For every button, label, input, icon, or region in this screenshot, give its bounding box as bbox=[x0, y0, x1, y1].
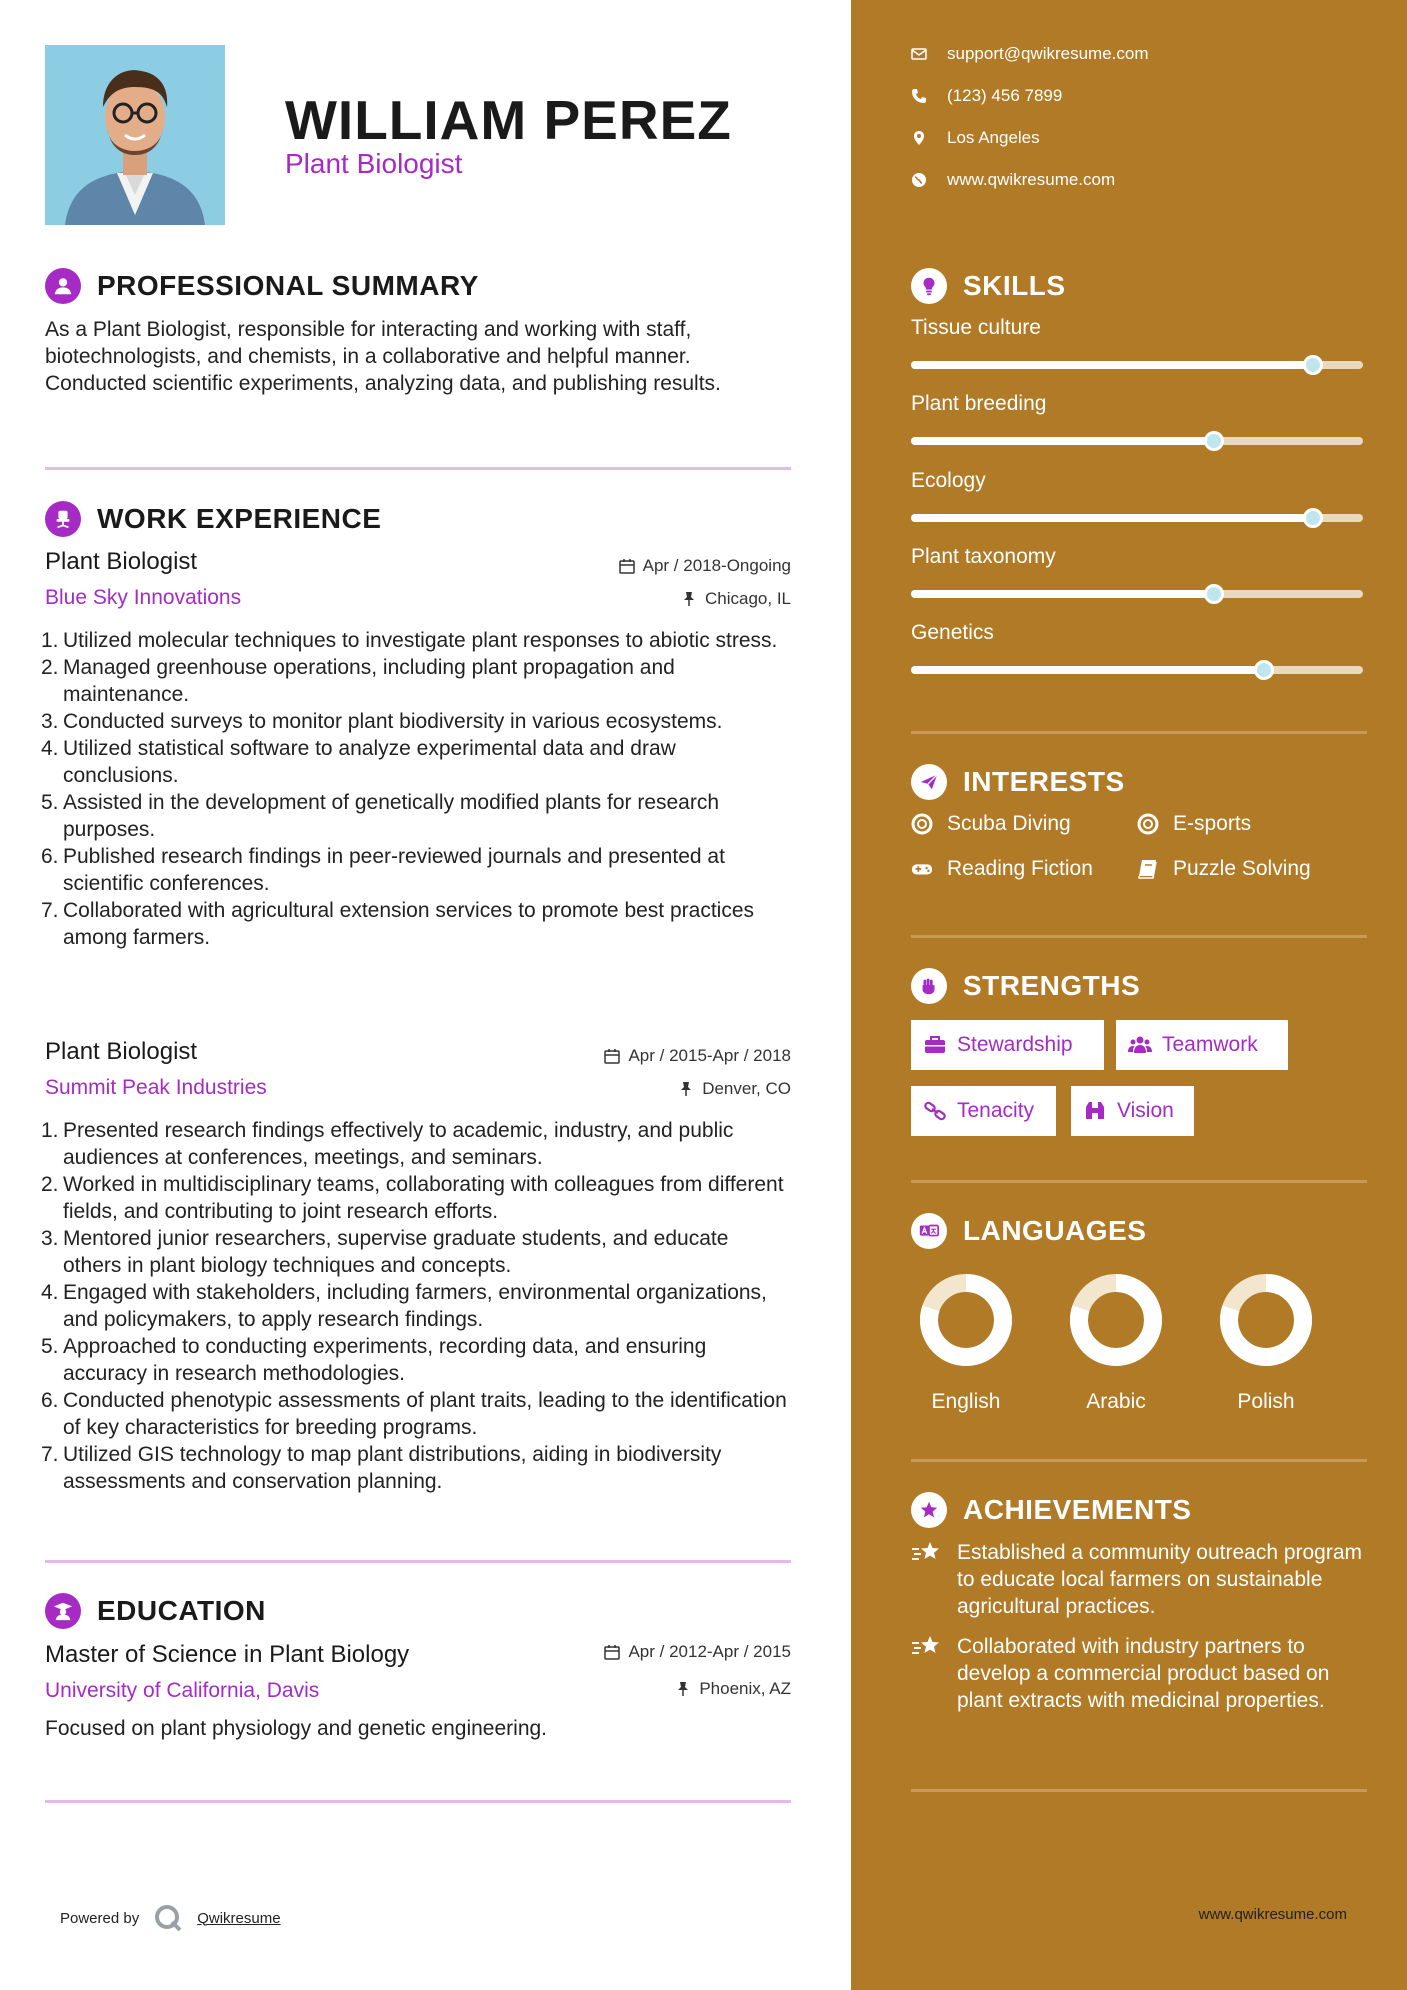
education-school: University of California, Davis bbox=[45, 1679, 320, 1702]
education-dates-text: Apr / 2012-Apr / 2015 bbox=[628, 1642, 791, 1661]
shooting-star-icon bbox=[911, 1539, 943, 1567]
job-2-dates bbox=[604, 1046, 791, 1066]
achievement-item: Collaborated with industry partners to develop a commercial product based on plant extracts with medicinal properties. bbox=[911, 1633, 1371, 1714]
strength-badge: Vision bbox=[1071, 1086, 1194, 1136]
education-heading: EDUCATION bbox=[97, 1595, 266, 1626]
briefcase-icon bbox=[923, 1033, 947, 1057]
contact-email-text: support@qwikresume.com bbox=[947, 44, 1149, 63]
summary-heading-row bbox=[45, 268, 479, 304]
summary-heading: PROFESSIONAL SUMMARY bbox=[97, 270, 479, 301]
interest-item: Puzzle Solving bbox=[1137, 857, 1311, 881]
job-2-location bbox=[678, 1079, 791, 1099]
education-description: Focused on plant physiology and genetic engineering. bbox=[45, 1717, 548, 1740]
life-ring-icon bbox=[911, 813, 933, 835]
contact-website-text[interactable]: www.qwikresume.com bbox=[947, 170, 1116, 189]
education-location-text: Phoenix, AZ bbox=[699, 1679, 791, 1698]
gamepad-icon bbox=[911, 858, 933, 880]
strengths-heading: STRENGTHS bbox=[963, 970, 1141, 1001]
skill-fill bbox=[911, 666, 1264, 674]
globe-icon bbox=[911, 172, 927, 188]
list-item: 6. Conducted phenotypic assessments of plant traits, leading to the identification of key characteristics for breeding programs. bbox=[41, 1389, 787, 1439]
language-ring bbox=[911, 1265, 1021, 1375]
list-item: 2. Worked in multidisciplinary teams, collaborating with colleagues from different fields, and contributing to joint research efforts. bbox=[41, 1173, 784, 1223]
strength-badge: Tenacity bbox=[911, 1086, 1056, 1136]
job-2-duties bbox=[41, 1117, 791, 1495]
language-item bbox=[911, 1265, 1021, 1413]
job-1-duties bbox=[41, 627, 791, 951]
achievement-item: Established a community outreach program to educate local farmers on sustainable agricultural practices. bbox=[911, 1539, 1371, 1620]
job-1-location-text: Chicago, IL bbox=[705, 589, 791, 608]
skill-fill bbox=[911, 437, 1214, 445]
skill-knob bbox=[1303, 508, 1323, 528]
life-ring-icon bbox=[1137, 813, 1159, 835]
achievements-heading: ACHIEVEMENTS bbox=[963, 1494, 1192, 1525]
skill-knob bbox=[1204, 431, 1224, 451]
language-item bbox=[1061, 1265, 1171, 1413]
skill-label: Plant breeding bbox=[911, 392, 1047, 415]
pin-icon bbox=[678, 1081, 694, 1097]
skill-label: Genetics bbox=[911, 621, 994, 644]
list-item: 5. Approached to conducting experiments, recording data, and ensuring accuracy in research methodologies. bbox=[41, 1335, 707, 1385]
language-ring bbox=[1211, 1265, 1321, 1375]
achievements-divider bbox=[911, 1789, 1367, 1792]
list-item: 3. Mentored junior researchers, supervise graduate students, and educate others in plant biology techniques and concepts. bbox=[41, 1227, 729, 1277]
sidebar bbox=[851, 0, 1407, 1990]
job-1-dates-text: Apr / 2018-Ongoing bbox=[642, 556, 791, 575]
skill-fill bbox=[911, 514, 1313, 522]
language-item bbox=[1211, 1265, 1321, 1413]
list-item: 3. Conducted surveys to monitor plant biodiversity in various ecosystems. bbox=[41, 710, 723, 733]
language-label: Polish bbox=[1237, 1390, 1295, 1413]
skill-bar bbox=[911, 437, 1363, 445]
experience-heading-row bbox=[45, 501, 381, 537]
skill-label: Ecology bbox=[911, 469, 986, 492]
education-divider bbox=[45, 1800, 791, 1803]
list-item: 5. Assisted in the development of genetically modified plants for research purposes. bbox=[41, 791, 720, 841]
job-1-company: Blue Sky Innovations bbox=[45, 586, 242, 609]
interests-divider bbox=[911, 935, 1367, 938]
list-item: 7. Collaborated with agricultural extension services to promote best practices among farmers. bbox=[41, 899, 755, 949]
skills-heading-row bbox=[911, 268, 1066, 304]
phone-icon bbox=[911, 88, 927, 104]
language-ring bbox=[1061, 1265, 1171, 1375]
job-2-location-text: Denver, CO bbox=[702, 1079, 791, 1098]
envelope-icon bbox=[911, 46, 927, 62]
calendar-icon bbox=[619, 558, 635, 574]
skills-divider bbox=[911, 731, 1367, 734]
strengths-divider bbox=[911, 1180, 1367, 1183]
calendar-icon bbox=[604, 1048, 620, 1064]
qwikresume-link[interactable]: Qwikresume bbox=[197, 1909, 281, 1927]
language-label: English bbox=[931, 1390, 1001, 1413]
experience-heading: WORK EXPERIENCE bbox=[97, 503, 382, 534]
user-icon bbox=[45, 268, 81, 304]
skill-fill bbox=[911, 361, 1313, 369]
skill-knob bbox=[1254, 660, 1274, 680]
achievements-heading-row bbox=[911, 1492, 1191, 1528]
powered-by bbox=[60, 1903, 281, 1933]
job-1-title: Plant Biologist bbox=[45, 548, 198, 575]
languages-heading: LANGUAGES bbox=[963, 1215, 1147, 1246]
skill-label: Plant taxonomy bbox=[911, 545, 1056, 568]
list-item: 7. Utilized GIS technology to map plant distributions, aiding in biodiversity assessments and conservation planning. bbox=[41, 1443, 722, 1493]
languages-heading-row bbox=[911, 1213, 1146, 1249]
job-2-company: Summit Peak Industries bbox=[45, 1076, 267, 1099]
pin-icon bbox=[681, 591, 697, 607]
languages-divider bbox=[911, 1459, 1367, 1462]
summary-divider bbox=[45, 467, 791, 470]
language-label: Arabic bbox=[1086, 1390, 1146, 1413]
lightbulb-icon bbox=[911, 268, 947, 304]
education-location bbox=[675, 1679, 791, 1699]
users-icon bbox=[1128, 1033, 1152, 1057]
skill-label: Tissue culture bbox=[911, 316, 1041, 339]
list-item: 6. Published research findings in peer-reviewed journals and presented at scientific conferences. bbox=[41, 845, 725, 895]
job-1-location bbox=[681, 589, 791, 609]
skill-bar bbox=[911, 361, 1363, 369]
footer-website[interactable]: www.qwikresume.com bbox=[1198, 1906, 1347, 1923]
skill-bar bbox=[911, 590, 1363, 598]
powered-by-label: Powered by bbox=[60, 1909, 140, 1927]
contact-location bbox=[911, 128, 1040, 148]
graduate-icon bbox=[45, 1593, 81, 1629]
skill-bar bbox=[911, 514, 1363, 522]
star-badge-icon bbox=[911, 1492, 947, 1528]
interest-item: Scuba Diving bbox=[911, 812, 1071, 836]
book-icon bbox=[1137, 858, 1159, 880]
translate-icon bbox=[911, 1213, 947, 1249]
pin-icon bbox=[675, 1681, 691, 1697]
candidate-name: WILLIAM PEREZ bbox=[285, 89, 732, 151]
skill-knob bbox=[1303, 355, 1323, 375]
interest-item: E-sports bbox=[1137, 812, 1251, 836]
summary-text: As a Plant Biologist, responsible for interacting and working with staff, biotechnologists, and chemists, in a collaborative and helpful manner. Conducted scientific experiments, analyzing data, and publishing results. bbox=[45, 318, 721, 395]
strengths-heading-row bbox=[911, 968, 1140, 1004]
skill-fill bbox=[911, 590, 1214, 598]
education-dates bbox=[604, 1642, 791, 1662]
job-2-title: Plant Biologist bbox=[45, 1038, 198, 1065]
strength-badge: Teamwork bbox=[1116, 1020, 1288, 1070]
job-1-dates bbox=[619, 556, 791, 576]
contact-email bbox=[911, 44, 1149, 64]
strength-badge: Stewardship bbox=[911, 1020, 1104, 1070]
binoculars-icon bbox=[1083, 1099, 1107, 1123]
education-degree: Master of Science in Plant Biology bbox=[45, 1641, 410, 1668]
list-item: 2. Managed greenhouse operations, including plant propagation and maintenance. bbox=[41, 656, 675, 706]
paper-plane-icon bbox=[911, 764, 947, 800]
calendar-icon bbox=[604, 1644, 620, 1660]
contact-phone-text: (123) 456 7899 bbox=[947, 86, 1063, 105]
interests-heading-row bbox=[911, 764, 1125, 800]
shooting-star-icon bbox=[911, 1633, 943, 1661]
list-item: 1. Presented research findings effectively to academic, industry, and public audiences at conferences, meetings, and seminars. bbox=[41, 1119, 734, 1169]
skill-bar bbox=[911, 666, 1363, 674]
list-item: 4. Utilized statistical software to analyze experimental data and draw conclusions. bbox=[41, 737, 676, 787]
list-item: 4. Engaged with stakeholders, including farmers, environmental organizations, and policymakers, to apply research findings. bbox=[41, 1281, 767, 1331]
list-item: 1. Utilized molecular techniques to investigate plant responses to abiotic stress. bbox=[41, 629, 778, 652]
link-icon bbox=[923, 1099, 947, 1123]
qwikresume-logo-icon bbox=[153, 1903, 183, 1933]
interests-heading: INTERESTS bbox=[963, 766, 1125, 797]
education-heading-row bbox=[45, 1593, 266, 1629]
skill-knob bbox=[1204, 584, 1224, 604]
contact-website bbox=[911, 170, 1115, 190]
contact-location-text: Los Angeles bbox=[947, 128, 1040, 147]
skills-heading: SKILLS bbox=[963, 270, 1066, 301]
office-chair-icon bbox=[45, 501, 81, 537]
fist-icon bbox=[911, 968, 947, 1004]
map-marker-icon bbox=[911, 130, 927, 146]
contact-phone bbox=[911, 86, 1062, 106]
interest-item: Reading Fiction bbox=[911, 857, 1093, 881]
experience-divider bbox=[45, 1560, 791, 1563]
job-2-dates-text: Apr / 2015-Apr / 2018 bbox=[628, 1046, 791, 1065]
profile-photo bbox=[45, 45, 225, 225]
candidate-title: Plant Biologist bbox=[285, 148, 463, 179]
